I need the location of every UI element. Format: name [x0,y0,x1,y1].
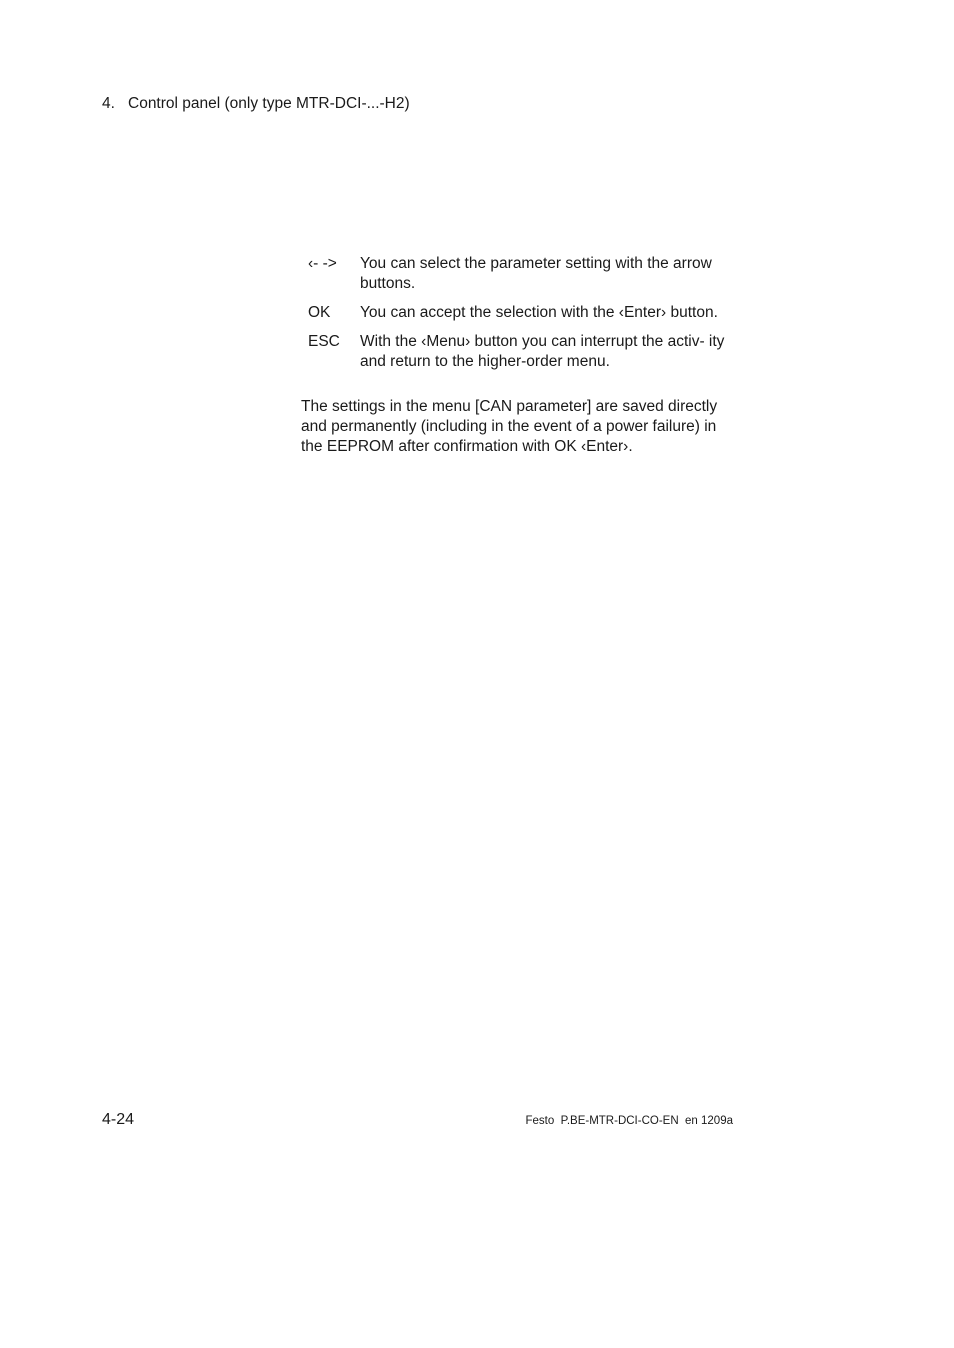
chapter-header [102,94,410,114]
page-number: 4-24 [102,1111,135,1128]
key-description-list [308,254,738,381]
settings-note: The settings in the menu [CAN parameter] are saved directly and permanently (including in the event of a power failure) in the EEPROM after confirmation with OK ‹Enter›. [301,398,718,455]
key-row-arrows [308,254,738,294]
document-reference: Festo P.BE-MTR-DCI-CO-EN en 1209a [525,1115,733,1127]
chapter-number: 4. [102,95,115,112]
chapter-title: Control panel (only type MTR-DCI-...-H2) [128,95,410,112]
key-row-esc [308,332,738,372]
key-description: You can accept the selection with the ‹Enter› button. [360,304,718,321]
key-row-ok [308,303,738,323]
key-label: ‹- -> [308,255,337,272]
key-description: With the ‹Menu› button you can interrupt the activ- ity and return to the higher-order menu. [360,333,725,370]
key-label: ESC [308,333,340,350]
key-description: You can select the parameter setting with the arrow buttons. [360,255,712,292]
key-label: OK [308,304,331,321]
